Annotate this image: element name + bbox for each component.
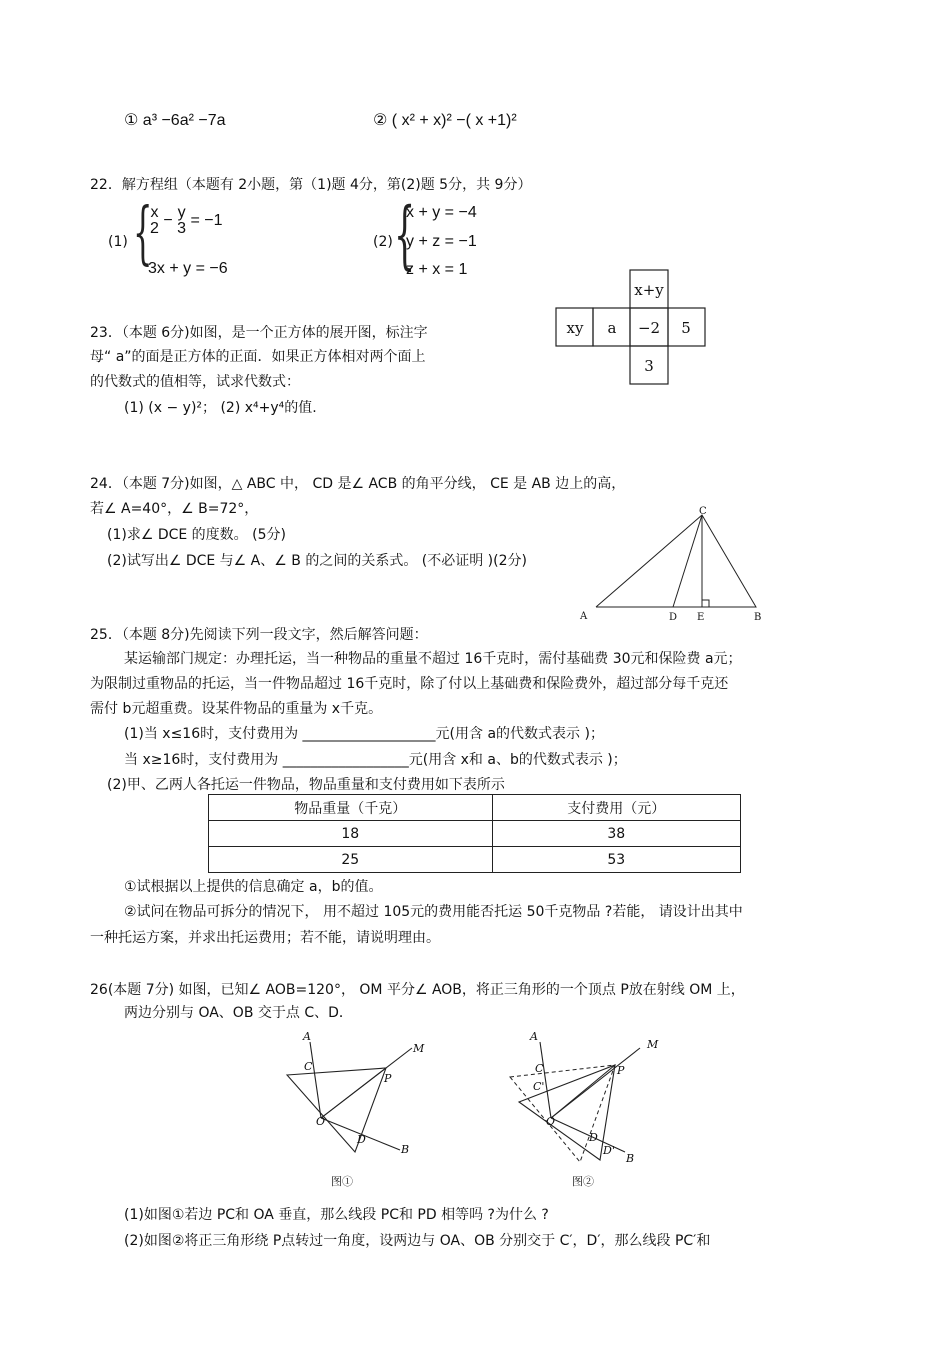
q26-line-3: (1)如图①若边 PC和 OA 垂直，那么线段 PC和 PD 相等吗 ?为什么 ? [124,1207,549,1223]
fig2-ray-om [551,1048,640,1118]
fig1-label-m: M [413,1042,425,1055]
table-row [209,821,741,847]
fig2-label-p: P [617,1064,625,1077]
q24-line-4: (2)试写出∠ DCE 与∠ A、∠ B 的之间的关系式。 (不必证明 )(2分) [107,553,527,569]
table-header-fee: 支付费用（元） [492,795,740,821]
q24-line-3: (1)求∠ DCE 的度数。 (5分) [107,527,286,543]
q22-part2-brace: { [394,192,416,278]
net-face-bottom [630,346,668,384]
fig1-segment-op [321,1068,386,1118]
q25-line-4: 需付 b元超重费。设某件物品的重量为 x千克。 [90,701,383,717]
table-header-row [209,795,741,821]
q24-line-2: 若∠ A=40°，∠ B=72°， [90,501,259,517]
fig2-ray-oa [540,1042,551,1118]
net-face-5 [668,308,705,346]
fig1-label-a: A [303,1030,311,1043]
fig1-caption: 图① [331,1175,353,1188]
fig1-ray-om [321,1048,412,1118]
q22-part2-label: (2) [373,234,393,250]
label-c: C [699,506,707,517]
net-label-minus2: −2 [637,319,661,337]
net-face-top [630,270,668,308]
label-d: D [669,612,678,623]
fig2-segment-op [551,1065,615,1118]
q22-part2-eq1: x + y = −4 [406,204,477,221]
q23-line-4: (1) (x − y)²； (2) x⁴+y⁴的值. [124,400,317,416]
fig1-label-d: D [357,1133,366,1146]
fee-table [208,794,741,873]
fig1-ray-ob [321,1118,400,1150]
net-label-a: a [607,319,617,337]
table-cell: 38 [492,821,740,847]
q26-line-1: 26(本题 7分) 如图，已知∠ AOB=120°， OM 平分∠ AOB，将正三角形的一个顶点 P放在射线 OM 上， [90,982,745,998]
fig1-ray-oa [310,1042,321,1118]
fig2-label-b: B [626,1152,635,1165]
fig2-triangle-dashed [510,1065,615,1162]
table-row [209,847,741,873]
net-face-minus2 [630,308,668,346]
q25-line-3: 为限制过重物品的托运，当一件物品超过 16千克时，除了付以上基础费和保险费外，超过部分每千克还 [90,676,729,692]
q26-line-4: (2)如图②将正三角形绕 P点转过一角度，设两边与 OA、OB 分别交于 C′，D′，那么线段 PC′和 [124,1233,711,1249]
q22-part1-eq1: x 2 − y 3 = −1 [150,204,223,237]
fig2-ray-ob [551,1118,625,1152]
fig1-label-c: C [304,1060,313,1073]
fig2-label-c-prime: C' [533,1080,545,1093]
fig1-triangle [287,1068,386,1152]
label-b: B [754,612,762,623]
fig2-label-d-prime: D' [603,1144,615,1157]
net-face-xy [556,308,593,346]
segment-cd [673,515,702,607]
q25-line-6: 当 x≥16时，支付费用为 __________________元(用含 x和 a、b的代数式表示 )； [124,752,627,768]
net-label-xy: xy [566,319,584,337]
label-a: A [580,611,588,622]
table-cell: 18 [209,821,493,847]
figure-2 [519,1042,640,1160]
q25-line-1: 25．（本题 8分)先阅读下列一段文字，然后解答问题： [90,627,428,643]
q25-line-9: ②试问在物品可拆分的情况下， 用不超过 105元的费用能否托运 50千克物品 ?若能， 请设计出其中 [124,904,743,920]
fig1-label-o: O [316,1115,326,1128]
net-face-a [593,308,630,346]
q25-line-10: 一种托运方案，并求出托运费用；若不能，请说明理由。 [90,930,440,946]
fig1-label-b: B [401,1143,410,1156]
net-label-5: 5 [681,319,691,337]
q23-line-2: 母“ a”的面是正方体的正面．如果正方体相对两个面上 [90,349,426,365]
q21-item-1: ① a³ −6a² −7a [124,112,226,129]
net-label-bottom: 3 [644,357,654,375]
fig2-label-d: D [589,1131,598,1144]
fig2-label-c: C [535,1062,544,1075]
q22-header: 22．解方程组（本题有 2小题，第（1)题 4分，第(2)题 5分，共 9分） [90,177,532,193]
q22-part1-label: (1) [108,234,128,250]
net-label-top: x+y [634,281,664,299]
fig2-caption: 图② [572,1175,594,1188]
fig2-label-m: M [647,1038,659,1051]
q22-part2-eq3: z + x = 1 [406,261,468,278]
q26-line-2: 两边分别与 OA、OB 交于点 C、D． [124,1005,353,1021]
q22-part2-eq2: y + z = −1 [406,233,477,250]
table-cell: 25 [209,847,493,873]
q25-line-5: (1)当 x≤16时，支付费用为 ___________________元(用含 a的代数式表示 )； [124,726,604,742]
q21-item-2: ② ( x² + x)² −( x +1)² [373,112,517,129]
q24-line-1: 24．（本题 7分)如图，△ ABC 中， CD 是∠ ACB 的角平分线， CE 是 AB 边上的高， [90,476,626,492]
q23-line-1: 23．（本题 6分)如图，是一个正方体的展开图，标注字 [90,325,428,341]
q25-line-2: 某运输部门规定：办理托运，当一种物品的重量不超过 16千克时，需付基础费 30元和保险费 a元； [124,651,742,667]
fig2-label-o: O [546,1115,556,1128]
right-angle-mark [702,600,709,607]
fig2-label-a: A [530,1030,538,1043]
label-e: E [697,612,705,623]
q23-line-3: 的代数式的值相等，试求代数式： [90,374,300,390]
fig1-label-p: P [384,1072,392,1085]
triangle-abc [596,515,756,607]
figure-1 [287,1042,412,1152]
table-header-weight: 物品重量（千克） [209,795,493,821]
q25-line-8: ①试根据以上提供的信息确定 a，b的值。 [124,879,383,895]
q22-part1-brace: { [133,194,153,273]
table-cell: 53 [492,847,740,873]
q22-part1-eq2: 3x + y = −6 [148,260,228,277]
q25-line-7: (2)甲、乙两人各托运一件物品，物品重量和支付费用如下表所示 [107,777,505,793]
fig2-triangle-solid [519,1065,615,1160]
